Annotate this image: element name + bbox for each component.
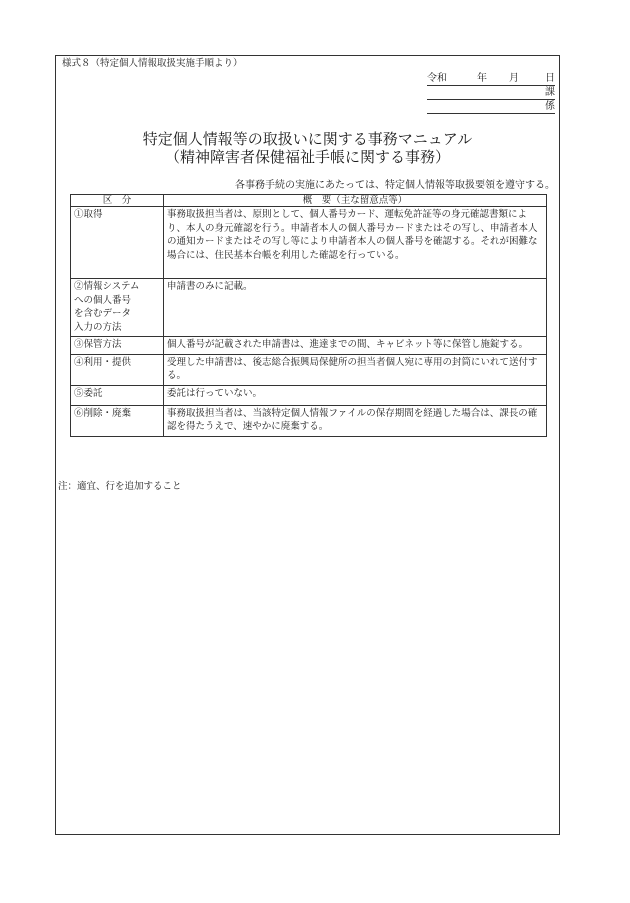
intro-text: 各事務手続の実施にあたっては、特定個人情報等取扱要領を遵守する。	[235, 180, 555, 191]
row-category: ②情報システム への個人番号 を含むデータ 入力の方法	[71, 279, 164, 337]
table-row	[71, 337, 547, 355]
date-line	[427, 72, 555, 86]
footnote: 注：適宜、行を追加すること	[58, 481, 182, 492]
title-line-2: （精神障害者保健福祉手帳に関する事務）	[164, 148, 450, 166]
row-category: ③保管方法	[71, 337, 164, 355]
form-page	[55, 55, 560, 835]
date-year: 年	[477, 73, 487, 84]
row-category: ⑥削除・廃棄	[71, 405, 164, 436]
table-row	[71, 405, 547, 436]
row-summary: 申請書のみに記載。	[164, 279, 547, 337]
document-title	[56, 130, 559, 166]
row-summary: 事務取扱担当者は、原則として、個人番号カード、運転免許証等の身元確認書類により、本人の身元確認を行う。申請者本人の個人番号カードまたはその写し、申請者本人の通知カードまたはその写し等により申請者本人の個人番号を確認する。それが困難な場合には、住民基本台帳を利用した確認を行っている。	[164, 207, 547, 279]
date-era: 令和	[427, 73, 447, 84]
header-category: 区 分	[71, 195, 164, 207]
date-month: 月	[509, 73, 519, 84]
manual-table	[70, 194, 547, 437]
table-row	[71, 354, 547, 385]
table-row	[71, 207, 547, 279]
row-summary: 委託は行っていない。	[164, 385, 547, 405]
table-header-row	[71, 195, 547, 207]
header-summary: 概 要（主な留意点等）	[164, 195, 547, 207]
row-summary: 事務取扱担当者は、当該特定個人情報ファイルの保存期間を経過した場合は、課長の確認を得たうえで、速やかに廃棄する。	[164, 405, 547, 436]
row-category: ①取得	[71, 207, 164, 279]
table-row	[71, 279, 547, 337]
date-approval-block	[427, 72, 555, 114]
date-day: 日	[545, 73, 555, 84]
title-line-1: 特定個人情報等の取扱いに関する事務マニュアル	[142, 130, 473, 148]
row-category: ④利用・提供	[71, 354, 164, 385]
table-row	[71, 385, 547, 405]
staff-label: 係	[545, 101, 555, 112]
dept-line	[427, 86, 555, 100]
row-summary: 受理した申請書は、後志総合振興局保健所の担当者個人宛に専用の封筒にいれて送付する。	[164, 354, 547, 385]
form-label: 様式８（特定個人情報取扱実施手順より）	[62, 58, 243, 69]
row-category: ⑤委託	[71, 385, 164, 405]
dept-label: 課	[545, 87, 555, 98]
staff-line	[427, 100, 555, 114]
row-summary: 個人番号が記載された申請書は、進達までの間、キャビネット等に保管し施錠する。	[164, 337, 547, 355]
